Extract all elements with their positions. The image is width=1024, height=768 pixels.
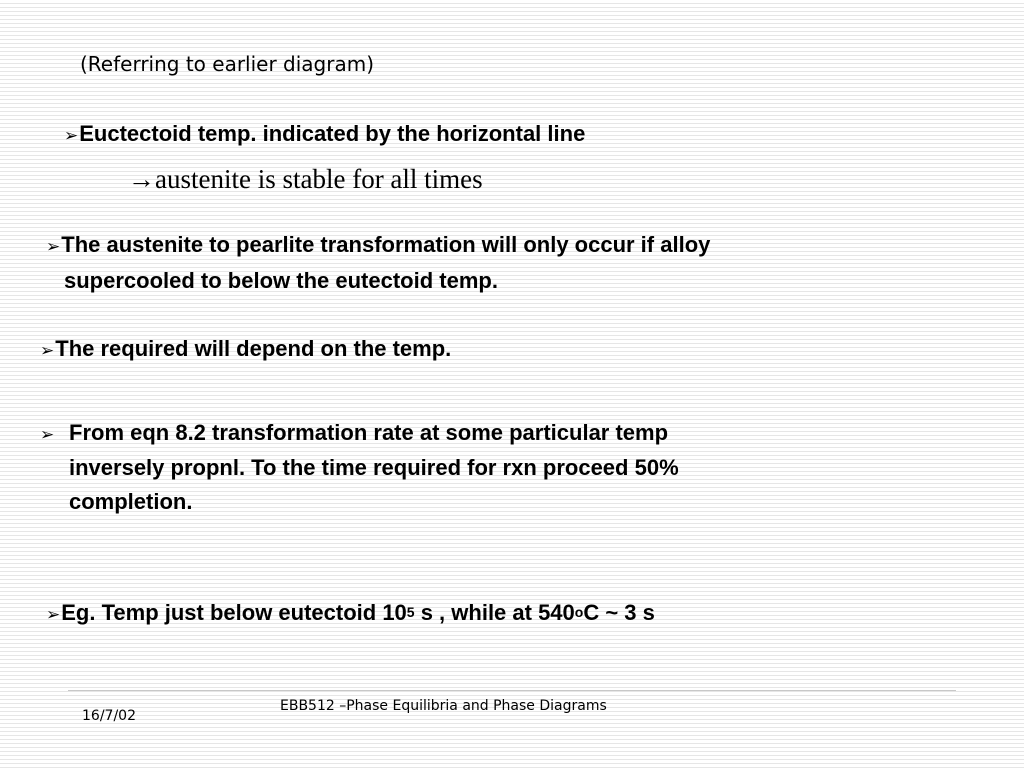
bullet-eqn-line3: completion. xyxy=(69,489,193,514)
footer-title: EBB512 –Phase Equilibria and Phase Diagrams xyxy=(280,698,607,714)
bullet-example xyxy=(46,600,655,626)
example-exponent: 5 xyxy=(406,604,415,620)
austenite-stable-line: →austenite is stable for all times xyxy=(128,164,483,194)
degree-superscript: o xyxy=(574,604,584,620)
bullet-eutectoid xyxy=(64,121,585,147)
footer-divider xyxy=(68,690,956,691)
bullet-required xyxy=(40,336,451,362)
arrow-bullet-icon: ➢ xyxy=(40,341,55,361)
bullet-required-text: The required will depend on the temp. xyxy=(55,336,452,361)
intro-text: (Referring to earlier diagram) xyxy=(80,52,375,76)
bullet-eqn-marker xyxy=(40,420,55,446)
bullet-transformation-line2: supercooled to below the eutectoid temp. xyxy=(64,268,498,293)
example-part2: s , while at 540 xyxy=(414,600,575,625)
example-part3: C ~ 3 s xyxy=(583,600,655,625)
arrow-bullet-icon: ➢ xyxy=(46,605,61,625)
bullet-eqn-line1: From eqn 8.2 transformation rate at some particular temp xyxy=(69,420,669,445)
arrow-bullet-icon: ➢ xyxy=(46,237,61,257)
bullet-transformation-line1 xyxy=(46,232,710,258)
example-part1: Eg. Temp just below eutectoid 10 xyxy=(61,600,407,625)
bullet-transformation-text1: The austenite to pearlite transformation will only occur if alloy xyxy=(61,232,711,257)
arrow-bullet-icon: ➢ xyxy=(64,126,79,146)
arrow-bullet-icon: ➢ xyxy=(40,425,55,445)
bullet-eqn-line2: inversely propnl. To the time required for rxn proceed 50% xyxy=(69,455,679,480)
footer-date: 16/7/02 xyxy=(82,708,136,724)
bullet-eutectoid-text: Euctectoid temp. indicated by the horizontal line xyxy=(79,121,586,146)
